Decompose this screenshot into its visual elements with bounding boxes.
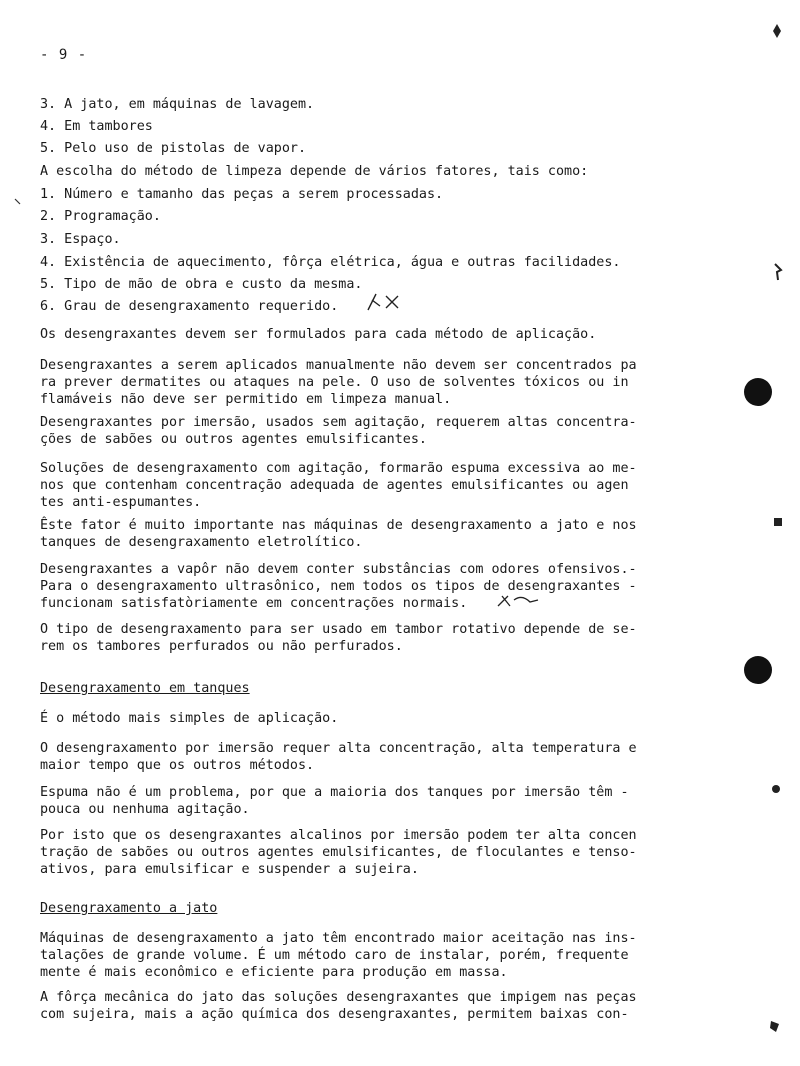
paragraph [40,930,700,981]
paragraph-line: Soluções de desengraxamento com agitação, formarão espuma excessiva ao me- [40,461,637,476]
list-item: 5. Tipo de mão de obra e custo da mesma. [40,277,363,292]
paragraph-line: nos que contenham concentração adequada de agentes emulsificantes ou agen [40,478,629,493]
speck-icon [770,782,782,796]
paragraph-line: com sujeira, mais a ação química dos desengraxantes, permitem baixas con- [40,1007,629,1022]
handwritten-mark-icon [496,590,542,612]
punch-hole-icon [744,378,772,406]
paragraph [40,517,700,551]
paragraph [40,827,700,878]
paragraph-line: tração de sabões ou outros agentes emulsificantes, de floculantes e tenso- [40,845,637,860]
punch-hole-icon [744,656,772,684]
paragraph-line: Para o desengraxamento ultrasônico, nem todos os tipos de desengraxantes - [40,579,637,594]
paragraph [40,740,700,774]
paragraph-line: pouca ou nenhuma agitação. [40,802,250,817]
speck-icon [772,516,784,528]
list-item: 4. Em tambores [40,119,153,134]
list-item: 6. Grau de desengraxamento requerido. [40,299,339,314]
list-item: 3. A jato, em máquinas de lavagem. [40,97,315,112]
paragraph-line: ções de sabões ou outros agentes emulsificantes. [40,432,427,447]
list-item: 3. Espaço. [40,232,121,247]
paragraph [40,621,700,655]
paragraph-line: Desengraxantes por imersão, usados sem agitação, requerem altas concentra- [40,415,637,430]
paragraph-line: Desengraxantes a vapôr não devem conter substâncias com odores ofensivos.- [40,562,637,577]
paragraph-line: ra prever dermatites ou ataques na pele. O uso de solventes tóxicos ou in [40,375,629,390]
section-heading: Desengraxamento em tanques [40,681,250,696]
intro-sentence: A escolha do método de limpeza depende de vários fatores, tais como: [40,164,589,179]
paragraph-line: Máquinas de desengraxamento a jato têm encontrado maior aceitação nas ins- [40,931,637,946]
speck-icon [770,22,784,40]
paragraph-line: tanques de desengraxamento eletrolítico. [40,535,363,550]
paragraph [40,414,700,448]
paragraph: É o método mais simples de aplicação. [40,711,339,726]
paragraph-line: ativos, para emulsificar e suspender a sujeira. [40,862,419,877]
paragraph-line: O desengraxamento por imersão requer alta concentração, alta temperatura e [40,741,637,756]
paragraph-line: flamáveis não deve ser permitido em limpeza manual. [40,392,452,407]
speck-icon [770,262,784,282]
paragraph-line: Desengraxantes a serem aplicados manualmente não devem ser concentrados pa [40,358,637,373]
paragraph-line: maior tempo que os outros métodos. [40,758,315,773]
paragraph-line: rem os tambores perfurados ou não perfurados. [40,639,403,654]
paragraph: Os desengraxantes devem ser formulados para cada método de aplicação. [40,327,597,342]
paragraph-line: Êste fator é muito importante nas máquinas de desengraxamento a jato e nos [40,518,637,533]
handwritten-mark-icon [366,290,412,314]
paragraph-line: Espuma não é um problema, por que a maioria dos tanques por imersão têm - [40,785,629,800]
list-item: 4. Existência de aquecimento, fôrça elétrica, água e outras facilidades. [40,255,621,270]
paragraph [40,784,700,818]
paragraph-line: O tipo de desengraxamento para ser usado em tambor rotativo depende de se- [40,622,637,637]
list-item: 2. Programação. [40,209,161,224]
speck-icon [768,1018,782,1034]
page-number: - 9 - [40,47,88,63]
paragraph [40,561,700,612]
list-item: 1. Número e tamanho das peças a serem processadas. [40,187,444,202]
paragraph-line: mente é mais econômico e eficiente para produção em massa. [40,965,508,980]
paragraph [40,357,700,408]
paragraph-line: tes anti-espumantes. [40,495,202,510]
section-heading: Desengraxamento a jato [40,901,218,916]
paragraph [40,989,700,1023]
paragraph-line: talações de grande volume. É um método caro de instalar, porém, frequente [40,948,629,963]
paragraph-line: funcionam satisfatòriamente em concentrações normais. [40,596,468,611]
paragraph-line: Por isto que os desengraxantes alcalinos por imersão podem ter alta concen [40,828,637,843]
list-item: 5. Pelo uso de pistolas de vapor. [40,141,307,156]
paragraph [40,460,700,511]
paragraph-line: A fôrça mecânica do jato das soluções desengraxantes que impigem nas peças [40,990,637,1005]
speck-icon [14,198,22,206]
